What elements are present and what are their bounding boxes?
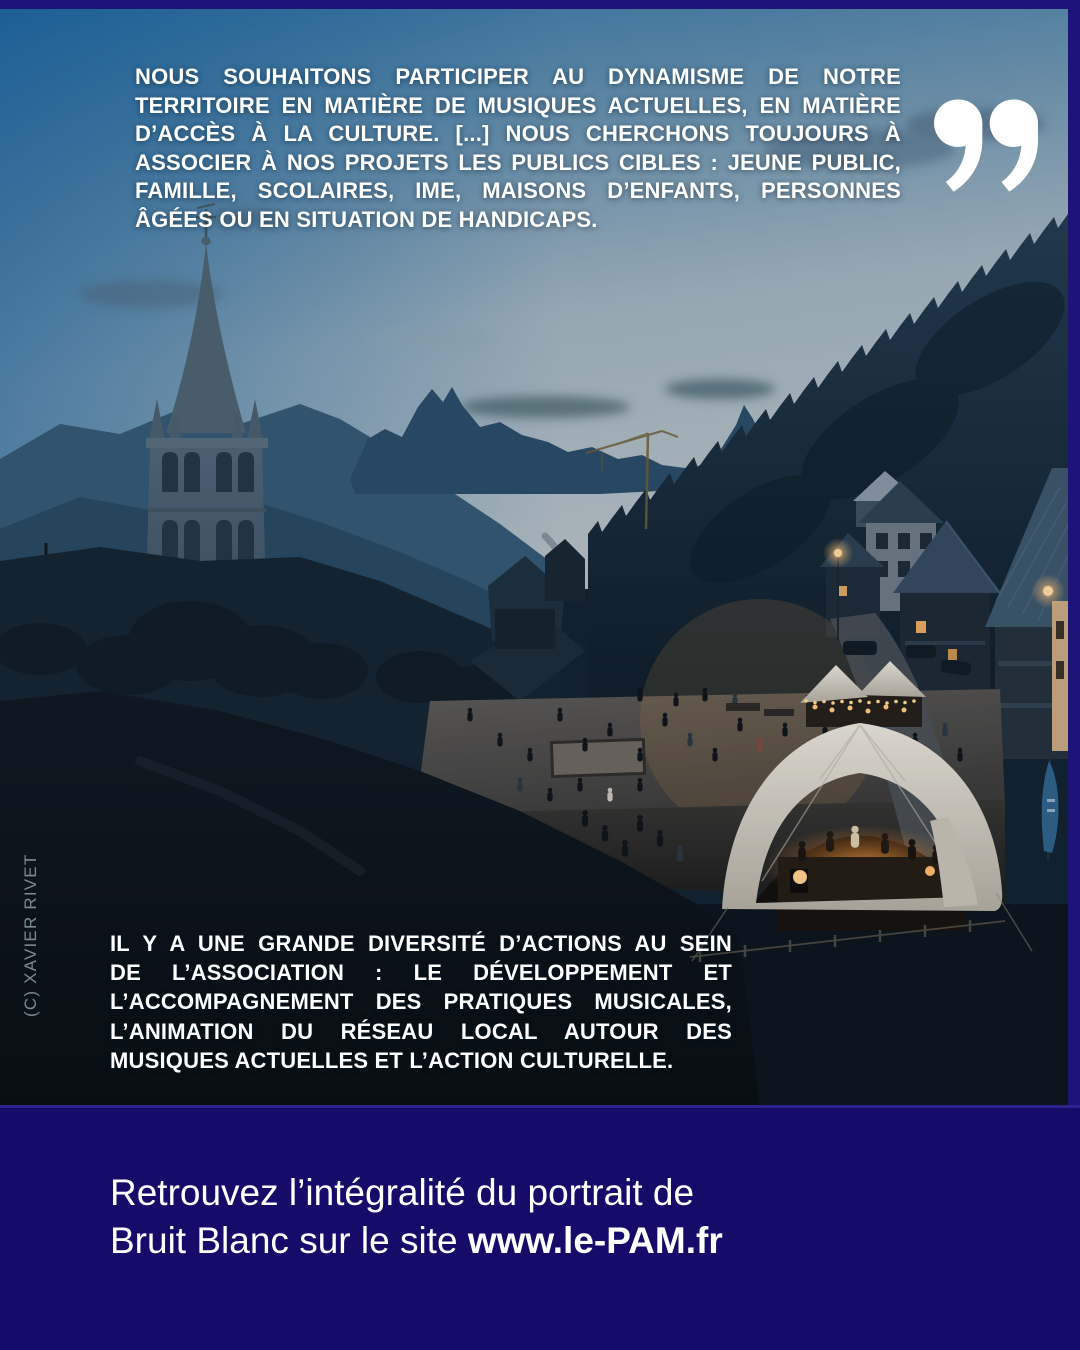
closing-quote-icon	[934, 99, 1038, 193]
quote-top-block	[135, 63, 901, 235]
footer-line1: Retrouvez l’intégralité du portrait de	[110, 1172, 695, 1213]
quote-line: D’ACCÈS À LA CULTURE. [...] NOUS CHERCHONS TOUJOURS À	[135, 121, 901, 147]
quote-line: ASSOCIER À NOS PROJETS LES PUBLICS CIBLES : JEUNE PUBLIC,	[135, 149, 901, 175]
footer-line2: Bruit Blanc sur le site	[110, 1220, 468, 1261]
quote-bottom-block	[110, 929, 732, 1075]
quote-line: TERRITOIRE EN MATIÈRE DE MUSIQUES ACTUELLES, EN MATIÈRE	[135, 92, 901, 118]
quote-line: L’ACCOMPAGNEMENT DES PRATIQUES MUSICALES,	[110, 989, 732, 1015]
photo-credit: (C) XAVIER RIVET	[21, 853, 40, 1017]
quote-line: MUSIQUES ACTUELLES ET L’ACTION CULTURELLE.	[110, 1047, 674, 1073]
quote-line: IL Y A UNE GRANDE DIVERSITÉ D’ACTIONS AU SEIN	[110, 931, 732, 956]
footer-band	[0, 1105, 1080, 1350]
quote-line: NOUS SOUHAITONS PARTICIPER AU DYNAMISME DE NOTRE	[135, 64, 901, 89]
quote-line: FAMILLE, SCOLAIRES, IME, MAISONS D’ENFANTS, PERSONNES	[135, 178, 901, 204]
footer-website-url: www.le-PAM.fr	[467, 1220, 723, 1261]
footer-text	[110, 1169, 1080, 1265]
quote-line: ÂGÉES OU EN SITUATION DE HANDICAPS.	[135, 206, 598, 232]
quote-line: L’ANIMATION DU RÉSEAU LOCAL AUTOUR DES	[110, 1018, 732, 1044]
quote-line: DE L’ASSOCIATION : LE DÉVELOPPEMENT ET	[110, 960, 732, 986]
